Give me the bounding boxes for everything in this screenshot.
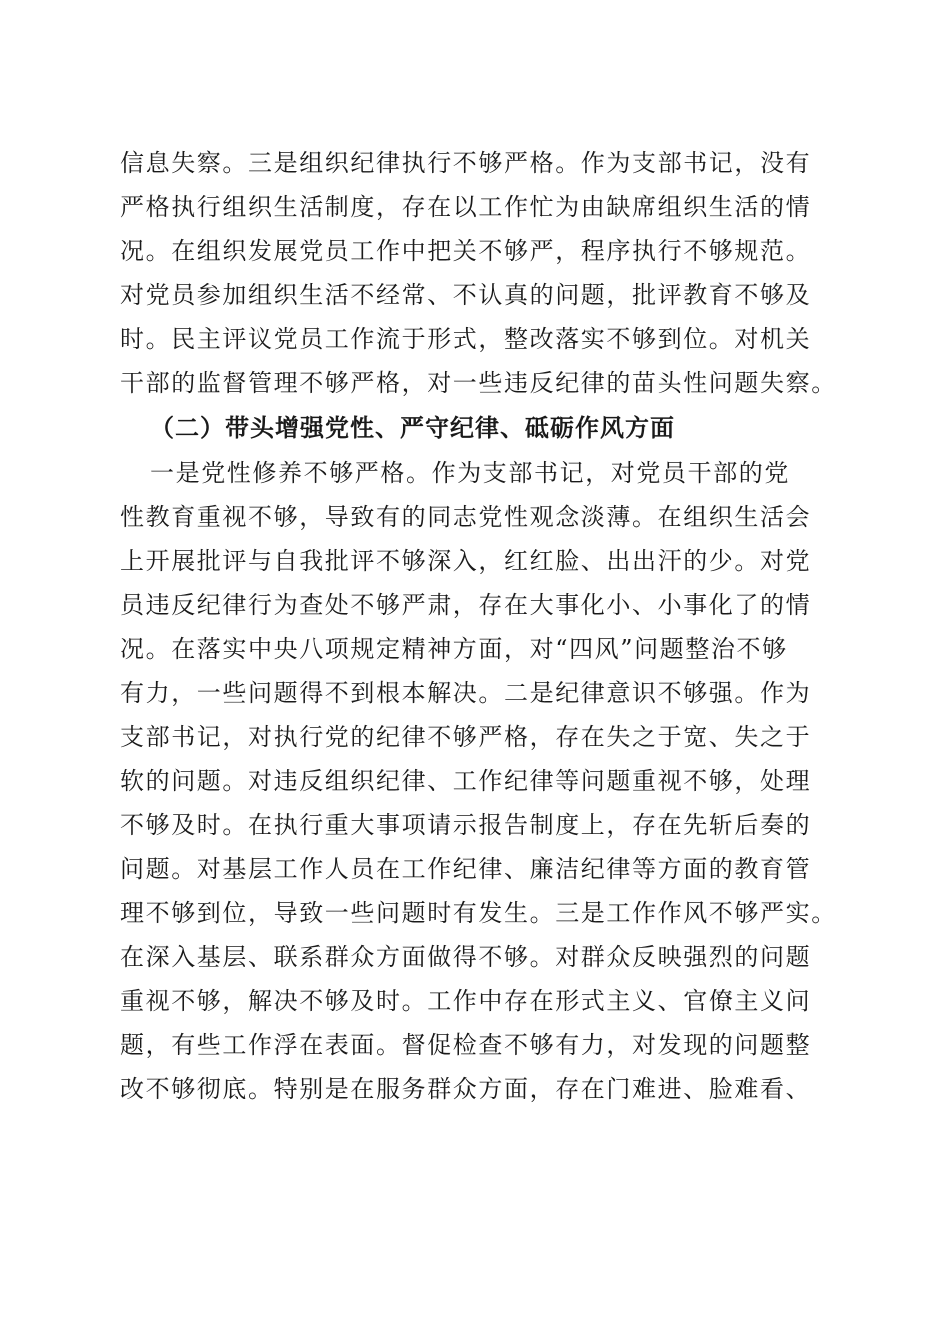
text-line: 理不够到位，导致一些问题时有发生。三是工作作风不够严实。 [120,899,837,927]
text-line: 上开展批评与自我批评不够深入，红红脸、出出汗的少。对党 [120,547,812,575]
text-line: 题，有些工作浮在表面。督促检查不够有力，对发现的问题整 [120,1031,812,1059]
text-line: 员违反纪律行为查处不够严肃，存在大事化小、小事化了的情 [120,591,812,619]
text-line: 性教育重视不够，导致有的同志党性观念淡薄。在组织生活会 [120,503,812,531]
text-line: 改不够彻底。特别是在服务群众方面，存在门难进、脸难看、 [120,1075,812,1103]
text-line: 况。在组织发展党员工作中把关不够严，程序执行不够规范。 [120,237,812,265]
text-line: 一是党性修养不够严格。作为支部书记，对党员干部的党 [150,459,790,487]
text-line: 严格执行组织生活制度，存在以工作忙为由缺席组织生活的情 [120,193,812,221]
section-heading: （二）带头增强党性、严守纪律、砥砺作风方面 [150,413,675,442]
text-line: 软的问题。对违反组织纪律、工作纪律等问题重视不够，处理 [120,767,812,795]
text-line: 在深入基层、联系群众方面做得不够。对群众反映强烈的问题 [120,943,812,971]
text-line: 有力，一些问题得不到根本解决。二是纪律意识不够强。作为 [120,679,812,707]
text-line: 对党员参加组织生活不经常、不认真的问题，批评教育不够及 [120,281,812,309]
text-line: 时。民主评议党员工作流于形式，整改落实不够到位。对机关 [120,325,812,353]
text-line: 况。在落实中央八项规定精神方面，对“四风”问题整治不够 [120,635,788,663]
text-line: 支部书记，对执行党的纪律不够严格，存在失之于宽、失之于 [120,723,812,751]
text-line: 重视不够，解决不够及时。工作中存在形式主义、官僚主义问 [120,987,812,1015]
text-line: 不够及时。在执行重大事项请示报告制度上，存在先斩后奏的 [120,811,812,839]
text-line: 问题。对基层工作人员在工作纪律、廉洁纪律等方面的教育管 [120,855,812,883]
text-line: 信息失察。三是组织纪律执行不够严格。作为支部书记，没有 [120,149,812,177]
text-line: 干部的监督管理不够严格，对一些违反纪律的苗头性问题失察。 [120,369,837,397]
